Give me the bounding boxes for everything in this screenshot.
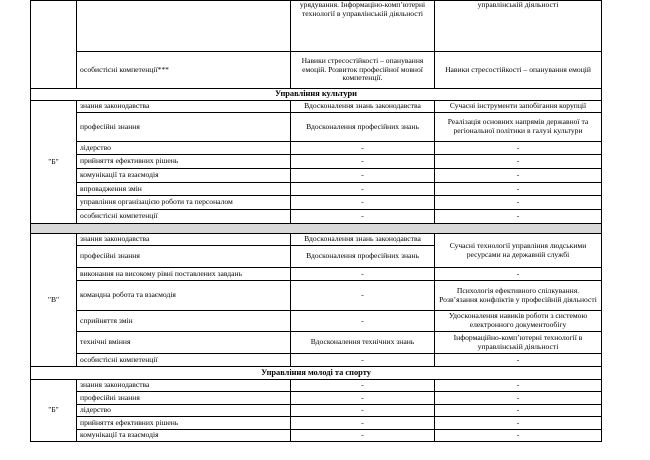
training-topic: -: [291, 196, 435, 210]
table-row: [31, 142, 602, 155]
training-topic-alt: Удосконалення навиків роботи з системою електронного документообігу: [435, 311, 602, 332]
training-topic: Навики стресостійкості – опанування емоцій. Розвиток професійної мовної компетенції.: [291, 52, 435, 89]
competency-name: професійні знання: [77, 392, 291, 405]
competency-name: лідерство: [77, 405, 291, 417]
competency-name: особистісні компетенції: [77, 210, 291, 224]
training-topic-alt: -: [435, 183, 602, 196]
training-topic: -: [291, 354, 435, 367]
competency-name: професійні знання: [77, 113, 291, 142]
training-topic-alt: Реалізація основних напрямів державної та регіональної політики в галузі культури: [435, 113, 602, 142]
training-topic: -: [291, 311, 435, 332]
training-topic-alt: -: [435, 354, 602, 367]
training-topic: Вдосконалення технічних знань: [291, 332, 435, 354]
competency-name: знання законодавства: [77, 234, 291, 246]
section-title: Управління культури: [31, 89, 602, 101]
competency-name: управління організацією роботи та персоналом: [77, 196, 291, 210]
training-topic-alt: Психологія ефективного спілкування. Розв’язання конфліктів у професійній діяльності: [435, 281, 602, 311]
training-topic-alt: Сучасні технології управління людськими ресурсами на державній службі: [435, 234, 602, 268]
training-topic: урядування. Інформаціно-комп’ютерні технології в управлінській діяльності: [291, 1, 435, 52]
competency-name: [77, 1, 291, 52]
table-row: [31, 332, 602, 354]
table-row: [31, 392, 602, 405]
table-row: [31, 430, 602, 442]
table-row: [31, 169, 602, 183]
section-header-row: [31, 367, 602, 380]
training-topic: -: [291, 392, 435, 405]
competency-name: комунікації та взаємодія: [77, 430, 291, 442]
training-topic: -: [291, 268, 435, 281]
training-topic-alt: -: [435, 405, 602, 417]
training-topic-alt: -: [435, 430, 602, 442]
separator-cell: [31, 224, 602, 234]
table-row: [31, 405, 602, 417]
table-row: [31, 311, 602, 332]
training-topic-alt: -: [435, 142, 602, 155]
training-topic: -: [291, 380, 435, 392]
competency-name: технічні вміння: [77, 332, 291, 354]
training-topic: -: [291, 142, 435, 155]
table-row: [31, 155, 602, 169]
training-topic-alt: Навики стресостійкості – опанування емоцій: [435, 52, 602, 89]
training-topic-alt: -: [435, 196, 602, 210]
competency-name: виконання на високому рівні поставлених завдань: [77, 268, 291, 281]
competency-table: [30, 0, 602, 442]
training-topic-alt: -: [435, 417, 602, 430]
training-topic: Вдосконалення професійних знань: [291, 246, 435, 268]
training-topic: -: [291, 183, 435, 196]
training-topic-alt: Інформаційно-комп’ютерні технології в управлінській діяльності: [435, 332, 602, 354]
training-topic-alt: -: [435, 210, 602, 224]
table-row: [31, 113, 602, 142]
training-topic-alt: -: [435, 155, 602, 169]
competency-name: особистісні компетенції: [77, 354, 291, 367]
training-topic: -: [291, 281, 435, 311]
section-header-row: [31, 89, 602, 101]
separator-row: [31, 224, 602, 234]
training-topic: -: [291, 430, 435, 442]
section-title: Управління молоді та спорту: [31, 367, 602, 380]
training-topic: -: [291, 210, 435, 224]
category-label: "Б": [31, 380, 77, 442]
table-row: [31, 196, 602, 210]
training-topic-alt: -: [435, 392, 602, 405]
training-topic: Вдосконалення професійних знань: [291, 113, 435, 142]
category-cell: [31, 1, 77, 89]
table-row: [31, 380, 602, 392]
table-row: [31, 234, 602, 246]
competency-name: сприйняття змін: [77, 311, 291, 332]
competency-name: знання законодавства: [77, 101, 291, 113]
table-row: [31, 101, 602, 113]
competency-name: професійні знання: [77, 246, 291, 268]
training-plan-document: [30, 0, 601, 442]
training-topic-alt: -: [435, 169, 602, 183]
competency-name: прийняття ефективних рішень: [77, 417, 291, 430]
training-topic-alt: -: [435, 268, 602, 281]
training-topic: -: [291, 417, 435, 430]
table-row: [31, 183, 602, 196]
table-row: [31, 281, 602, 311]
competency-name: прийняття ефективних рішень: [77, 155, 291, 169]
training-topic-alt: управлінській діяльності: [435, 1, 602, 52]
competency-name: впровадження змін: [77, 183, 291, 196]
table-row: [31, 417, 602, 430]
training-topic: -: [291, 155, 435, 169]
training-topic-alt: Сучасні інструменти запобігання корупції: [435, 101, 602, 113]
table-row: [31, 210, 602, 224]
training-topic: Вдосконалення знань законодавства: [291, 234, 435, 246]
competency-name: командна робота та взаємодія: [77, 281, 291, 311]
competency-name: особистісні компетенції***: [77, 52, 291, 89]
training-topic-alt: -: [435, 380, 602, 392]
competency-name: знання законодавства: [77, 380, 291, 392]
competency-name: комунікації та взаємодія: [77, 169, 291, 183]
category-label: "В": [31, 234, 77, 367]
category-label: "Б": [31, 101, 77, 224]
training-topic: -: [291, 169, 435, 183]
table-row: [31, 52, 602, 89]
table-row: [31, 268, 602, 281]
table-row: [31, 1, 602, 52]
table-row: [31, 354, 602, 367]
training-topic: Вдосконалення знань законодавства: [291, 101, 435, 113]
competency-name: лідерство: [77, 142, 291, 155]
training-topic: -: [291, 405, 435, 417]
